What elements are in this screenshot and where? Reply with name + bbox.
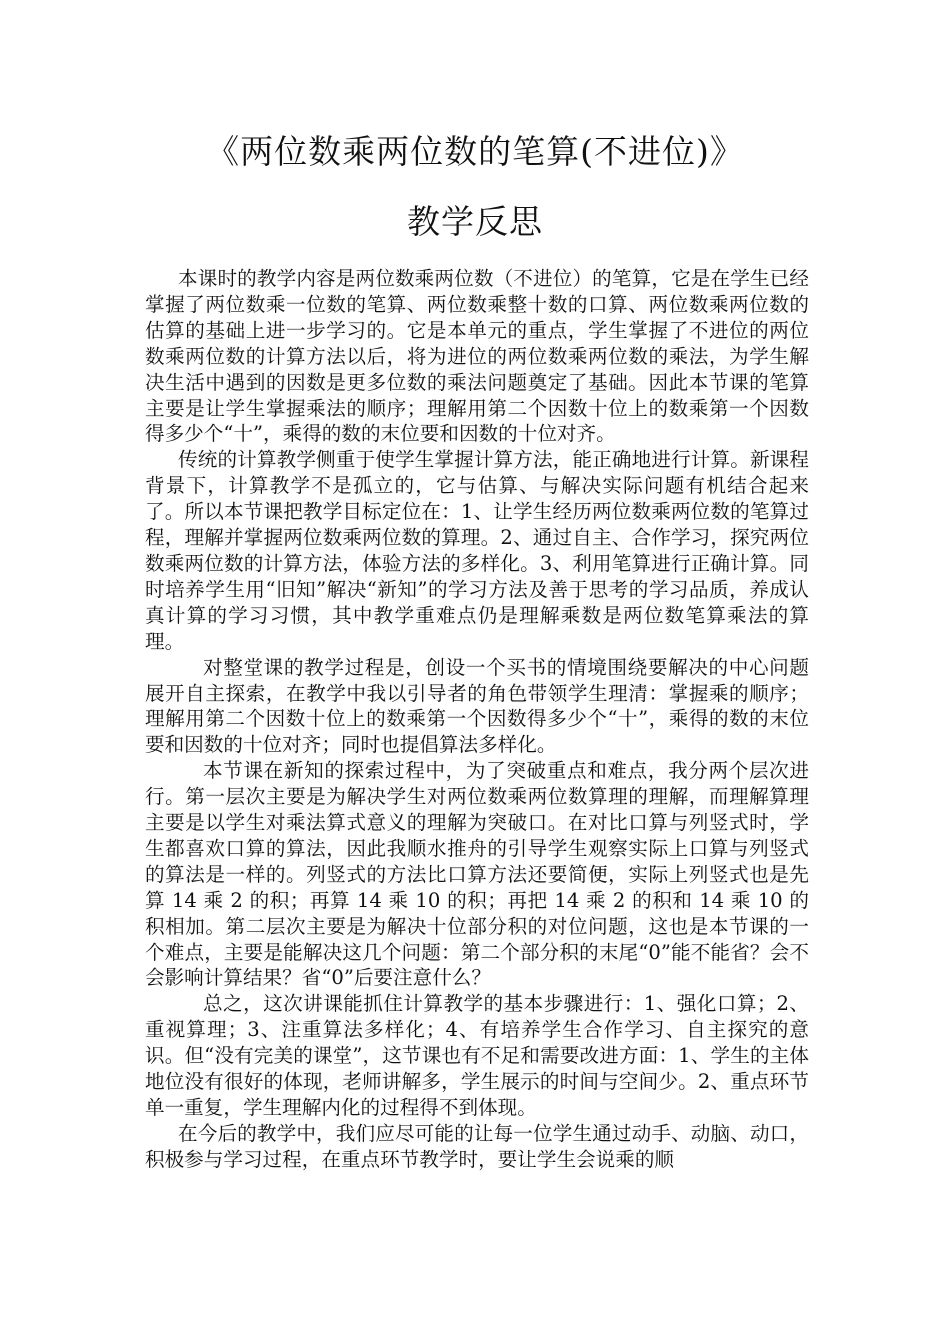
paragraph-levels: 本节课在新知的探索过程中，为了突破重点和难点，我分两个层次进行。第一层次主要是为解决学生对两位数乘两位数算理的理解，而理解算理主要是以学生对乘法算式意义的理解为突破口。在对比口算与列竖式时，学生都喜欢口算的算法，因此我顺水推舟的引导学生观察实际上口算与列竖式的算法是一样的。列竖式的方法比口算方法还要简便，实际上列竖式也是先算 14 乘 2 的积；再算 14 乘 10 的积；再把 14 乘 2 的积和 14 乘 10 的积相加。第二层次主要是为解决十位部分积的对位问题，这也是本节课的一个难点，主要是能解决这几个问题：第二个部分积的末尾“0”能不能省？会不会影响计算结果？省“0”后要注意什么？: [145, 759, 809, 990]
paragraph-intro: 本课时的教学内容是两位数乘两位数（不进位）的笔算，它是在学生已经掌握了两位数乘一位数的笔算、两位数乘整十数的口算、两位数乘两位数的估算的基础上进一步学习的。它是本单元的重点，学生掌握了不进位的两位数乘两位数的计算方法以后，将为进位的两位数乘两位数的乘法，为学生解决生活中遇到的因数是更多位数的乘法问题奠定了基础。因此本节课的笔算主要是让学生掌握乘法的顺序；理解用第二个因数十位上的数乘第一个因数得多少个“十”，乘得的数的末位要和因数的十位对齐。: [145, 267, 809, 446]
paragraph-future: 在今后的教学中，我们应尽可能的让每一位学生通过动手、动脑、动口，积极参与学习过程，在重点环节教学时，要让学生会说乘的顺: [145, 1121, 809, 1171]
paragraph-objectives: 传统的计算教学侧重于使学生掌握计算方法，能正确地进行计算。新课程背景下，计算教学不是孤立的，它与估算、与解决实际问题有机结合起来了。所以本节课把教学目标定位在：1、让学生经历两位数乘两位数的笔算过程，理解并掌握两位数乘两位数的算理。2、通过自主、合作学习，探究两位数乘两位数的计算方法，体验方法的多样化。3、利用笔算进行正确计算。同时培养学生用“旧知”解决“新知”的学习方法及善于思考的学习品质，养成认真计算的学习习惯，其中教学重难点仍是理解乘数是两位数笔算乘法的算理。: [145, 448, 809, 653]
document-body: [145, 266, 809, 1173]
paragraph-process: 对整堂课的教学过程是，创设一个买书的情境围绕要解决的中心问题展开自主探索，在教学中我以引导者的角色带领学生理清：掌握乘的顺序；理解用第二个因数十位上的数乘第一个因数得多少个“十”，乘得的数的末位要和因数的十位对齐；同时也提倡算法多样化。: [145, 655, 809, 757]
document-subtitle: 教学反思: [407, 202, 543, 241]
document-title: 《两位数乘两位数的笔算(不进位)》: [206, 132, 744, 171]
paragraph-summary: 总之，这次讲课能抓住计算教学的基本步骤进行：1、强化口算；2、重视算理；3、注重算法多样化；4、有培养学生合作学习、自主探究的意识。但“没有完美的课堂”，这节课也有不足和需要改进方面：1、学生的主体地位没有很好的体现，老师讲解多，学生展示的时间与空间少。2、重点环节单一重复，学生理解内化的过程得不到体现。: [145, 992, 809, 1119]
